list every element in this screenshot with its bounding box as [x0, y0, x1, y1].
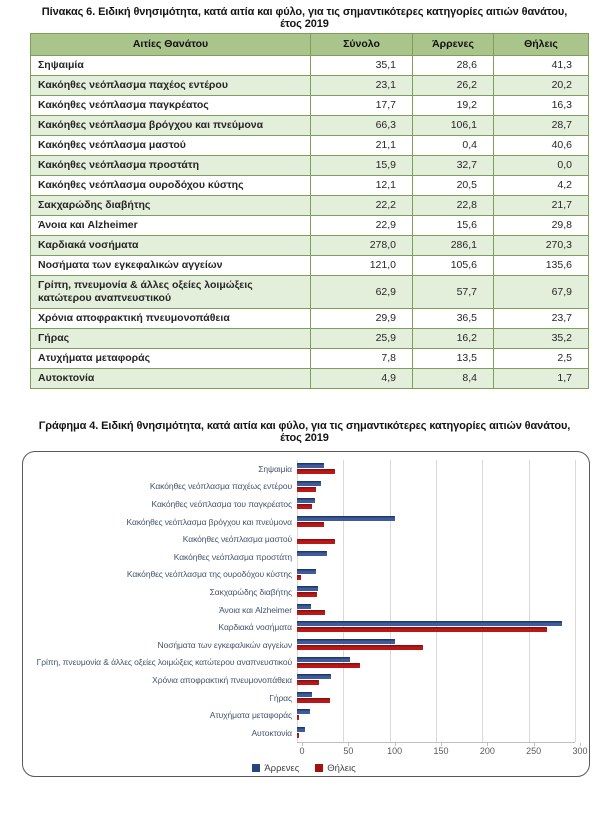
table-row	[31, 136, 589, 156]
cause-cell: Καρδιακά νοσήματα	[31, 236, 311, 256]
bar-row	[297, 513, 575, 531]
table-title	[0, 7, 609, 30]
value-cell: 26,2	[413, 76, 494, 96]
table-title-line2: έτος 2019	[280, 17, 329, 30]
chart-plot-area	[297, 460, 575, 743]
bar-row	[297, 583, 575, 601]
females-bar	[297, 715, 299, 720]
value-cell: 35,1	[311, 56, 413, 76]
value-cell: 278,0	[311, 236, 413, 256]
chart-x-axis	[299, 743, 588, 760]
value-cell: 23,7	[494, 309, 589, 329]
tick-label: 50	[343, 745, 354, 756]
tick-label: 150	[433, 745, 449, 756]
col-header-cause: Αιτίες Θανάτου	[31, 34, 311, 56]
males-bar	[297, 692, 312, 697]
cause-cell: Ατυχήματα μεταφοράς	[31, 349, 311, 369]
value-cell: 19,2	[413, 96, 494, 116]
table-row	[31, 76, 589, 96]
value-cell: 28,6	[413, 56, 494, 76]
legend-item-males	[252, 763, 299, 774]
value-cell: 135,6	[494, 256, 589, 276]
value-cell: 270,3	[494, 236, 589, 256]
males-bar	[297, 569, 316, 574]
tick-label: 100	[387, 745, 403, 756]
bar-row	[297, 566, 575, 584]
table-row	[31, 276, 589, 309]
females-bar	[297, 610, 325, 615]
value-cell: 8,4	[413, 369, 494, 389]
category-label: Σηψαιμία	[258, 463, 292, 474]
males-bar	[297, 657, 350, 662]
value-cell: 36,5	[413, 309, 494, 329]
bar-row	[297, 460, 575, 478]
value-cell: 29,9	[311, 309, 413, 329]
females-bar	[297, 522, 324, 527]
col-header-total: Σύνολο	[311, 34, 413, 56]
females-bar	[297, 680, 319, 685]
category-label: Κακόηθες νεόπλασμα της ουροδόχου κύστης	[126, 569, 292, 580]
chart-title-line1: Γράφημα 4. Ειδική θνησιμότητα, κατά αιτία και φύλο, για τις σημαντικότερες κατηγορίες αιτιών θανάτου,	[38, 420, 571, 432]
bar-row	[297, 689, 575, 707]
males-legend-swatch-icon	[252, 764, 260, 772]
value-cell: 22,8	[413, 196, 494, 216]
table-row	[31, 349, 589, 369]
males-bar	[297, 604, 311, 609]
value-cell: 1,7	[494, 369, 589, 389]
table-row	[31, 216, 589, 236]
table-row	[31, 236, 589, 256]
value-cell: 16,2	[413, 329, 494, 349]
females-bar	[297, 733, 299, 738]
category-label: Άνοια και Alzheimer	[219, 604, 292, 615]
bar-row	[297, 601, 575, 619]
value-cell: 21,7	[494, 196, 589, 216]
females-bar	[297, 469, 335, 474]
value-cell: 20,5	[413, 176, 494, 196]
males-bar	[297, 463, 324, 468]
bar-row	[297, 478, 575, 496]
value-cell: 22,9	[311, 216, 413, 236]
table-row	[31, 156, 589, 176]
category-label: Ατυχήματα μεταφοράς	[209, 710, 292, 721]
females-bar	[297, 627, 547, 632]
bar-row	[297, 636, 575, 654]
tick-label: 300	[572, 745, 588, 756]
cause-cell: Κακόηθες νεόπλασμα βρόγχου και πνεύμονα	[31, 116, 311, 136]
value-cell: 67,9	[494, 276, 589, 309]
males-bar	[297, 639, 395, 644]
legend-item-females	[315, 763, 355, 774]
value-cell: 35,2	[494, 329, 589, 349]
females-bar	[297, 575, 301, 580]
value-cell: 15,9	[311, 156, 413, 176]
table-row	[31, 329, 589, 349]
cause-cell: Κακόηθες νεόπλασμα παχέος εντέρου	[31, 76, 311, 96]
table-header-row	[31, 34, 589, 56]
chart-body	[29, 460, 579, 743]
cause-cell: Κακόηθες νεόπλασμα παγκρέατος	[31, 96, 311, 116]
chart-legend	[29, 763, 579, 774]
value-cell: 66,3	[311, 116, 413, 136]
table-row	[31, 116, 589, 136]
category-label: Σακχαρώδης διαβήτης	[209, 586, 292, 597]
males-bar	[297, 498, 315, 503]
females-bar	[297, 539, 335, 544]
chart-title-line2: έτος 2019	[280, 431, 329, 444]
value-cell: 16,3	[494, 96, 589, 116]
males-bar	[297, 709, 310, 714]
value-cell: 12,1	[311, 176, 413, 196]
table-row	[31, 369, 589, 389]
legend-label-females: Θήλεις	[327, 762, 356, 774]
cause-cell: Σακχαρώδης διαβήτης	[31, 196, 311, 216]
table-row	[31, 196, 589, 216]
category-label: Κακόηθες νεόπλασμα παχέως εντέρου	[149, 481, 292, 492]
category-label: Κακόηθες νεόπλασμα προστάτη	[173, 551, 292, 562]
value-cell: 4,9	[311, 369, 413, 389]
females-bar	[297, 645, 423, 650]
value-cell: 40,6	[494, 136, 589, 156]
category-label: Χρόνια αποφρακτική πνευμονοπάθεια	[152, 674, 292, 685]
category-label: Γρίπη, πνευμονία & άλλες οξείες λοιμώξεις κατώτερου αναπνευστικού	[36, 657, 292, 668]
chart-title	[0, 421, 609, 444]
value-cell: 41,3	[494, 56, 589, 76]
females-bar	[297, 592, 317, 597]
value-cell: 28,7	[494, 116, 589, 136]
tick-label: 0	[299, 745, 305, 756]
females-bar	[297, 698, 330, 703]
value-cell: 62,9	[311, 276, 413, 309]
tick-label: 250	[526, 745, 542, 756]
value-cell: 21,1	[311, 136, 413, 156]
value-cell: 2,5	[494, 349, 589, 369]
value-cell: 106,1	[413, 116, 494, 136]
value-cell: 32,7	[413, 156, 494, 176]
value-cell: 0,4	[413, 136, 494, 156]
cause-cell: Κακόηθες νεόπλασμα προστάτη	[31, 156, 311, 176]
males-bar	[297, 674, 331, 679]
females-bar	[297, 487, 316, 492]
cause-cell: Κακόηθες νεόπλασμα μαστού	[31, 136, 311, 156]
value-cell: 25,9	[311, 329, 413, 349]
value-cell: 286,1	[413, 236, 494, 256]
category-label: Νοσήματα των εγκεφαλικών αγγείων	[157, 639, 292, 650]
value-cell: 17,7	[311, 96, 413, 116]
table-title-line1: Πίνακας 6. Ειδική θνησιμότητα, κατά αιτία και φύλο, για τις σημαντικότερες κατηγορίες αιτιών θανάτου,	[41, 6, 568, 18]
cause-cell: Αυτοκτονία	[31, 369, 311, 389]
category-label: Κακόηθες νεόπλασμα βρόγχου και πνεύμονα	[126, 516, 292, 527]
males-bar	[297, 481, 321, 486]
mortality-table	[30, 33, 589, 389]
bar-row	[297, 706, 575, 724]
table-row	[31, 56, 589, 76]
cause-cell: Γήρας	[31, 329, 311, 349]
males-bar	[297, 727, 305, 732]
value-cell: 4,2	[494, 176, 589, 196]
category-label: Αυτοκτονία	[251, 727, 292, 738]
mortality-bar-chart	[22, 451, 590, 777]
bar-row	[297, 530, 575, 548]
chart-category-labels	[29, 460, 297, 743]
females-bar	[297, 504, 312, 509]
table-row	[31, 256, 589, 276]
cause-cell: Άνοια και Alzheimer	[31, 216, 311, 236]
col-header-males: Άρρενες	[413, 34, 494, 56]
category-label: Γήρας	[269, 692, 292, 703]
value-cell: 13,5	[413, 349, 494, 369]
category-label: Κακόηθες νεόπλασμα του παγκρέατος	[151, 498, 292, 509]
table-row	[31, 176, 589, 196]
value-cell: 20,2	[494, 76, 589, 96]
value-cell: 29,8	[494, 216, 589, 236]
value-cell: 57,7	[413, 276, 494, 309]
table-container	[30, 33, 588, 389]
females-legend-swatch-icon	[315, 764, 323, 772]
mortality-table-body	[31, 56, 589, 389]
gridline	[575, 460, 576, 742]
bar-row	[297, 724, 575, 742]
category-label: Κακόηθες νεόπλασμα μαστού	[182, 534, 292, 545]
cause-cell: Κακόηθες νεόπλασμα ουροδόχου κύστης	[31, 176, 311, 196]
cause-cell: Γρίπη, πνευμονία & άλλες οξείες λοιμώξεις κατώτερου αναπνευστικού	[31, 276, 311, 309]
category-label: Καρδιακά νοσήματα	[218, 622, 292, 633]
table-row	[31, 96, 589, 116]
col-header-females: Θήλεις	[494, 34, 589, 56]
value-cell: 15,6	[413, 216, 494, 236]
cause-cell: Χρόνια αποφρακτική πνευμονοπάθεια	[31, 309, 311, 329]
bar-row	[297, 671, 575, 689]
cause-cell: Σηψαιμία	[31, 56, 311, 76]
males-bar	[297, 551, 327, 556]
bar-row	[297, 618, 575, 636]
value-cell: 121,0	[311, 256, 413, 276]
bar-row	[297, 654, 575, 672]
table-row	[31, 309, 589, 329]
legend-label-males: Άρρενες	[264, 762, 300, 774]
males-bar	[297, 621, 562, 626]
males-bar	[297, 586, 318, 591]
value-cell: 105,6	[413, 256, 494, 276]
value-cell: 0,0	[494, 156, 589, 176]
value-cell: 22,2	[311, 196, 413, 216]
cause-cell: Νοσήματα των εγκεφαλικών αγγείων	[31, 256, 311, 276]
females-bar	[297, 663, 360, 668]
value-cell: 23,1	[311, 76, 413, 96]
value-cell: 7,8	[311, 349, 413, 369]
bar-row	[297, 495, 575, 513]
tick-label: 200	[479, 745, 495, 756]
males-bar	[297, 516, 395, 521]
bar-row	[297, 548, 575, 566]
